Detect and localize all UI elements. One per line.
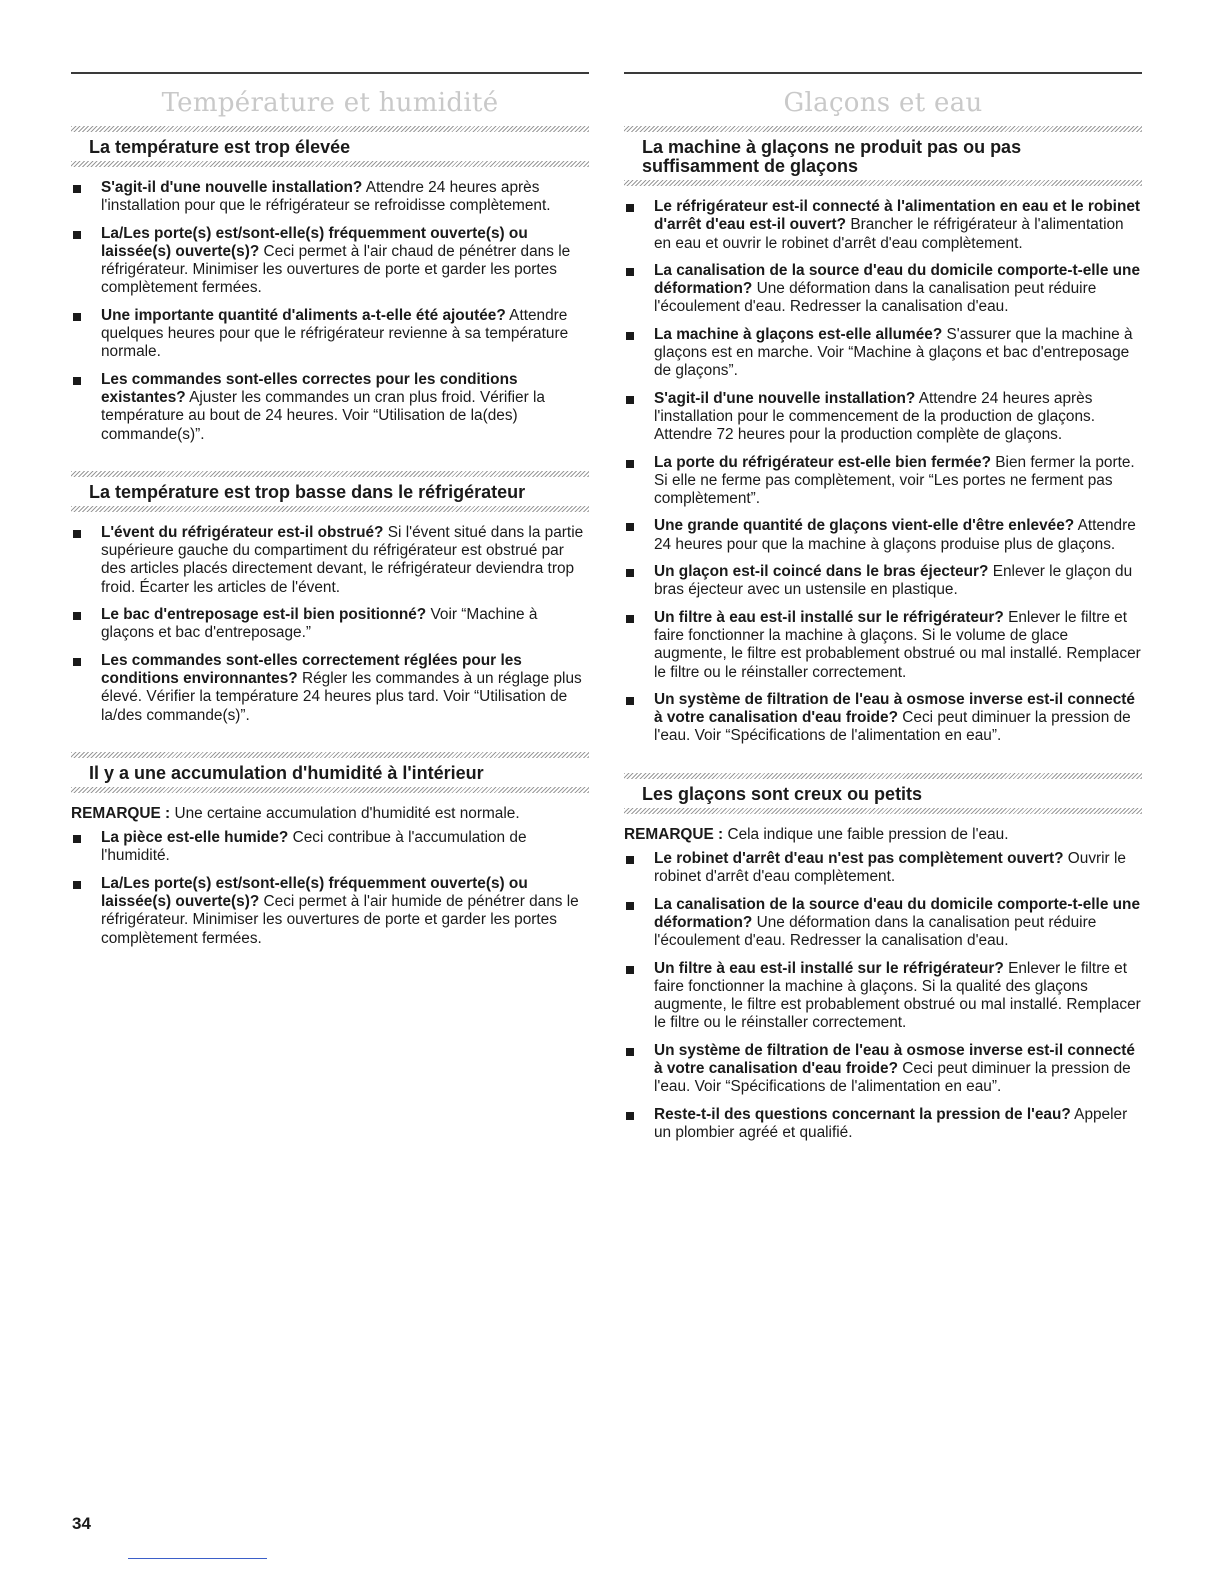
page-number: 34 — [72, 1514, 91, 1533]
note-label: REMARQUE : — [624, 825, 724, 843]
subsection-heading: La température est trop basse dans le réfrigérateur — [89, 481, 526, 502]
square-bullet-icon — [73, 835, 81, 843]
item-question: La canalisation de la source d'eau du domicile comporte-t-elle une déformation? — [654, 895, 1141, 931]
list-item — [71, 875, 589, 948]
item-question: Un système de filtration de l'eau à osmose inverse est-il connecté à votre canalisation d'eau froide? — [654, 690, 1135, 727]
square-bullet-icon — [626, 396, 634, 404]
square-bullet-icon — [626, 856, 634, 864]
square-bullet-icon — [73, 185, 81, 193]
item-question: Un système de filtration de l'eau à osmose inverse est-il connecté à votre canalisation d'eau froide? — [654, 1041, 1135, 1077]
footer-line — [128, 1558, 267, 1559]
list-item — [71, 225, 589, 298]
note-text: Une certaine accumulation d'humidité est normale. — [170, 804, 520, 822]
list-item — [624, 1042, 1142, 1097]
item-question: La canalisation de la source d'eau du domicile comporte-t-elle une déformation? — [654, 261, 1141, 298]
square-bullet-icon — [626, 460, 634, 468]
item-answer: Une déformation dans la canalisation peut réduire l'écoulement d'eau. Redresser la canalisation d'eau. — [654, 280, 1097, 316]
item-answer: Enlever le filtre et faire fonctionner la machine à glaçons. Si le volume de glace augmente, le filtre est probablement obstrué ou mal installé. Remplacer le filtre ou le réinstaller correctement. — [654, 608, 1141, 681]
item-question: L'évent du réfrigérateur est-il obstrué? — [101, 523, 384, 541]
item-answer: S'assurer que la machine à glaçons est en marche. Voir “Machine à glaçons et bac d'entreposage de glaçons”. — [654, 325, 1133, 380]
list-item — [624, 326, 1142, 381]
item-answer: Ceci peut diminuer la pression de l'eau. Voir “Spécifications de l'alimentation en eau”. — [654, 1059, 1131, 1096]
item-question: La/Les porte(s) est/sont-elle(s) fréquemment ouverte(s) ou laissée(s) ouverte(s)? — [101, 874, 528, 911]
square-bullet-icon — [73, 612, 81, 620]
item-answer: Attendre 24 heures après l'installation pour que le réfrigérateur se refroidisse complètement. — [101, 179, 551, 215]
list-item — [624, 1106, 1142, 1143]
list-item — [71, 524, 589, 597]
square-bullet-icon — [73, 231, 81, 239]
square-bullet-icon — [626, 966, 634, 974]
item-question: Les commandes sont-elles correctes pour les conditions existantes? — [101, 370, 518, 406]
item-question: Les commandes sont-elles correctement réglées pour les conditions environnantes? — [101, 651, 522, 687]
square-bullet-icon — [626, 697, 634, 705]
square-bullet-icon — [626, 523, 634, 531]
square-bullet-icon — [626, 902, 634, 910]
square-bullet-icon — [626, 1112, 634, 1120]
note — [624, 826, 1142, 844]
item-answer: Brancher le réfrigérateur à l'alimentation en eau et ouvrir le robinet d'arrêt d'eau complètement. — [654, 216, 1124, 252]
list-item — [624, 390, 1142, 445]
section-title: Température et humidité — [161, 88, 499, 118]
item-answer: Une déformation dans la canalisation peut réduire l'écoulement d'eau. Redresser la canalisation d'eau. — [654, 913, 1097, 950]
item-question: La machine à glaçons est-elle allumée? — [654, 325, 943, 343]
square-bullet-icon — [73, 313, 81, 321]
item-question: Le réfrigérateur est-il connecté à l'alimentation en eau et le robinet d'arrêt d'eau est-il ouvert? — [654, 198, 1141, 234]
note-label: REMARQUE : — [71, 804, 171, 822]
right-column — [624, 72, 1142, 1151]
item-answer: Attendre quelques heures pour que le réfrigérateur revienne à sa température normale. — [101, 306, 569, 361]
item-answer: Attendre 24 heures après l'installation pour le commencement de la production de glaçons. Attendre 72 heures pour la production complète de glaçons. — [654, 389, 1095, 444]
square-bullet-icon — [626, 204, 634, 212]
list-item — [624, 563, 1142, 600]
item-question: Un filtre à eau est-il installé sur le réfrigérateur? — [654, 959, 1004, 977]
list-item — [624, 960, 1142, 1033]
troubleshoot-list — [624, 198, 1142, 746]
item-answer: Enlever le filtre et faire fonctionner la machine à glaçons. Si la qualité des glaçons augmente, le filtre est probablement obstrué ou mal installé. Remplacer le filtre ou le réinstaller correctement. — [654, 959, 1141, 1032]
subsection-heading: La machine à glaçons ne produit pas ou pas suffisamment de glaçons — [642, 137, 1022, 176]
list-item — [624, 691, 1142, 746]
note-text: Cela indique une faible pression de l'eau. — [723, 825, 1009, 843]
list-item — [71, 829, 589, 866]
hatch-divider — [71, 161, 589, 167]
item-answer: Voir “Machine à glaçons et bac d'entreposage.” — [101, 606, 538, 642]
list-item — [71, 652, 589, 725]
list-item — [624, 850, 1142, 887]
square-bullet-icon — [73, 658, 81, 666]
item-answer: Si l'évent situé dans la partie supérieure gauche du compartiment du réfrigérateur est obstrué par des articles placés directement devant, le réfrigérateur deviendra trop froid. Écarter les articles de l'évent. — [101, 523, 584, 596]
item-question: Reste-t-il des questions concernant la pression de l'eau? — [654, 1105, 1071, 1123]
list-item — [624, 517, 1142, 554]
hatch-divider — [71, 787, 589, 793]
left-column — [71, 72, 589, 957]
item-answer: Enlever le glaçon du bras éjecteur avec un ustensile en plastique. — [654, 563, 1133, 599]
item-question: Un glaçon est-il coincé dans le bras éjecteur? — [654, 563, 989, 581]
square-bullet-icon — [626, 615, 634, 623]
item-question: Le robinet d'arrêt d'eau n'est pas complètement ouvert? — [654, 850, 1064, 868]
note — [71, 805, 589, 823]
list-item — [71, 307, 589, 362]
troubleshoot-list — [71, 829, 589, 948]
item-question: La porte du réfrigérateur est-elle bien fermée? — [654, 453, 991, 471]
item-question: S'agit-il d'une nouvelle installation? — [101, 179, 363, 196]
item-answer: Ceci peut diminuer la pression de l'eau. Voir “Spécifications de l'alimentation en eau”. — [654, 709, 1131, 745]
item-question: Une importante quantité d'aliments a-t-elle été ajoutée? — [101, 306, 506, 324]
item-question: S'agit-il d'une nouvelle installation? — [654, 389, 916, 407]
item-answer: Bien fermer la porte. Si elle ne ferme pas complètement, voir “Les portes ne ferment pas complètement”. — [654, 453, 1135, 508]
item-answer: Ceci permet à l'air humide de pénétrer dans le réfrigérateur. Minimiser les ouvertures de porte et garder les portes complètement fermées. — [101, 893, 579, 947]
section-title: Glaçons et eau — [783, 88, 983, 118]
item-answer: Ajuster les commandes un cran plus froid. Vérifier la température au bout de 24 heures. Voir “Utilisation de la(des) commande(s)”. — [101, 388, 545, 443]
list-item — [71, 606, 589, 643]
square-bullet-icon — [73, 530, 81, 538]
hatch-divider — [624, 808, 1142, 814]
item-question: La/Les porte(s) est/sont-elle(s) fréquemment ouverte(s) ou laissée(s) ouverte(s)? — [101, 224, 528, 260]
item-question: Un filtre à eau est-il installé sur le réfrigérateur? — [654, 608, 1004, 626]
troubleshoot-list — [71, 524, 589, 725]
square-bullet-icon — [626, 1048, 634, 1056]
square-bullet-icon — [626, 569, 634, 577]
list-item — [624, 454, 1142, 509]
item-answer: Attendre 24 heures pour que la machine à glaçons produise plus de glaçons. — [654, 517, 1136, 553]
hatch-divider — [624, 180, 1142, 186]
subsection-heading: Les glaçons sont creux ou petits — [642, 783, 923, 804]
item-question: Une grande quantité de glaçons vient-elle d'être enlevée? — [654, 517, 1075, 535]
square-bullet-icon — [626, 268, 634, 276]
item-question: La pièce est-elle humide? — [101, 829, 289, 847]
list-item — [71, 371, 589, 444]
item-answer: Régler les commandes à un réglage plus élevé. Vérifier la température 24 heures plus tard. Voir “Utilisation de la/des commande(s)”. — [101, 669, 582, 724]
subsection-heading: La température est trop élevée — [89, 137, 351, 157]
item-question: Le bac d'entreposage est-il bien positionné? — [101, 606, 427, 624]
hatch-divider — [71, 506, 589, 512]
list-item — [624, 609, 1142, 682]
troubleshoot-list — [71, 179, 589, 444]
square-bullet-icon — [73, 377, 81, 385]
item-answer: Ceci contribue à l'accumulation de l'humidité. — [101, 829, 527, 865]
item-answer: Appeler un plombier agréé et qualifié. — [654, 1105, 1128, 1141]
square-bullet-icon — [626, 332, 634, 340]
list-item — [624, 896, 1142, 951]
troubleshoot-list — [624, 850, 1142, 1142]
item-answer: Ceci permet à l'air chaud de pénétrer dans le réfrigérateur. Minimiser les ouvertures de porte et garder les portes complètement fermées. — [101, 242, 571, 297]
subsection-heading: Il y a une accumulation d'humidité à l'intérieur — [89, 762, 484, 783]
list-item — [624, 262, 1142, 317]
top-rule — [71, 72, 589, 74]
list-item — [71, 179, 589, 216]
list-item — [624, 198, 1142, 253]
square-bullet-icon — [73, 881, 81, 889]
top-rule — [624, 72, 1142, 74]
item-answer: Ouvrir le robinet d'arrêt d'eau complètement. — [654, 850, 1126, 886]
